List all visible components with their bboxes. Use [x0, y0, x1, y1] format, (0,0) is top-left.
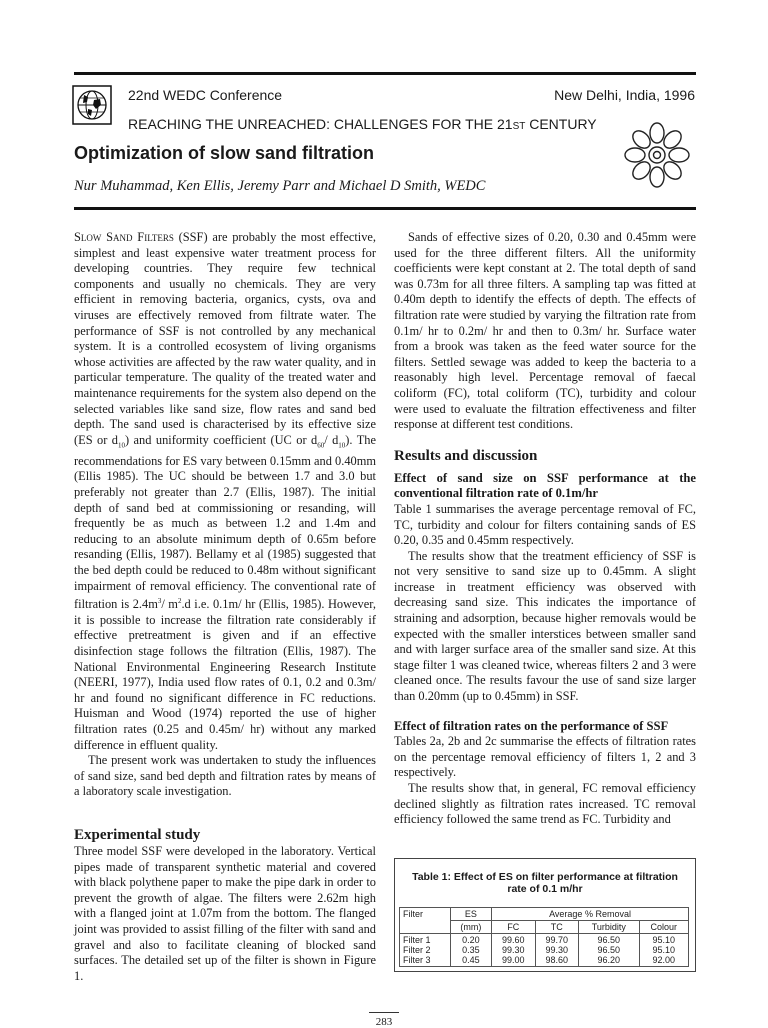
theme-text: REACHING THE UNREACHED: CHALLENGES FOR THE 21 [128, 116, 513, 132]
heading-sand-size-effect: Effect of sand size on SSF performance at the conventional filtration rate of 0.1m/hr [394, 470, 696, 501]
page-number: 283 [375, 1016, 393, 1028]
table1-col-group: Average % Removal [492, 908, 689, 921]
table1-col-filter: Filter [400, 908, 451, 934]
table1-col-es-unit: (mm) [450, 921, 491, 934]
intro-text-b: ) and uniformity coefficient (UC or d [124, 432, 318, 447]
table1-header-row [400, 908, 689, 921]
table1-cell-es: 0.20 [462, 935, 480, 945]
header-bottom-rule [74, 207, 696, 210]
table1-cell-filter: Filter 2 [403, 945, 431, 955]
heading-filtration-rate-effect: Effect of filtration rates on the performance of SSF [394, 718, 669, 733]
heading-results-discussion: Results and discussion [394, 447, 538, 464]
theme-tail: CENTURY [525, 116, 597, 132]
right-column [394, 230, 696, 828]
wedc-globe-logo [72, 85, 112, 125]
table1-cell-turbidity: 96.50 [597, 935, 621, 945]
table1-cell-turbidity: 96.50 [597, 945, 621, 955]
sands-paragraph: Sands of effective sizes of 0.20, 0.30 and 0.45mm were used for the three different filters. All the uniformity coefficients were kept constant at 2. The total depth of sand was 0.73m for all three filters. A sampling tap was fitted at 0.40m depth to identify the effects of depth. The effects of filtration rate were studied by varying the filtration rate from 0.1m/ hr to 0.2m/ hr and then to 0.3m/ hr. Surface water from a brook was taken as the feed water source for the filters. Settled sewage was added to keep the bacteria to a reasonably high level. Percentage removal of faecal coliform (FC), total coliform (TC), turbidity and colour were used to evaluate the filtration effectiveness and filter response at different test conditions. [394, 230, 696, 432]
table1-col-fc: FC [492, 921, 535, 934]
table1-cell-es: 0.35 [462, 945, 480, 955]
intro-sup-1: 3 [157, 597, 162, 606]
table1-cell-tc: 99.70 [545, 935, 568, 945]
intro-sub-3: 10 [338, 441, 346, 450]
table1-cell-filter: Filter 3 [403, 955, 431, 965]
heading-experimental-study: Experimental study [74, 826, 201, 843]
table1-cell-fc: 99.30 [502, 945, 525, 955]
footer-rule [369, 1012, 399, 1013]
table1 [399, 907, 689, 967]
intro-paragraph [74, 230, 376, 753]
table1-caption: Table 1: Effect of ES on filter performance at filtration rate of 0.1 m/hr [412, 871, 678, 895]
intro-sub-1: 10 [117, 441, 125, 450]
theme-superscript: ST [512, 121, 526, 132]
table1-cell-colour: 92.00 [652, 955, 676, 965]
filtration-rate-results-paragraph: The results show that, in general, FC removal efficiency declined slightly as filtration rates increased. TC removal efficiency followed the same trend as FC. Turbidity and [394, 781, 696, 827]
table1-col-turbidity: Turbidity [578, 921, 639, 934]
conference-theme [128, 116, 597, 132]
left-column [74, 230, 376, 984]
table1-cell-fc: 99.60 [502, 935, 525, 945]
authors: Nur Muhammad, Ken Ellis, Jeremy Parr and Michael D Smith, WEDC [74, 178, 486, 194]
table1-cell-turbidity: 96.20 [597, 955, 621, 965]
tables2-summary-paragraph: Tables 2a, 2b and 2c summarise the effects of filtration rates on the percentage removal efficiency of filters 1, 2 and 3 respectively. [394, 734, 696, 780]
table1-cell-fc: 99.00 [502, 955, 525, 965]
experimental-paragraph: Three model SSF were developed in the laboratory. Vertical pipes made of transparent synthetic material and covered with black polythene paper to make the pipe dark in order to prevent the growth of algae. The filters were 2.62m high with a flanged joint at 1.07m from the bottom. The flanged joint was provided to assist filling of the filter with sand and gravel and also to facilitate cleaning of blocked sand surfaces. The detailed set up of the filter is shown in Figure 1. [74, 843, 376, 983]
table1-cell-filter: Filter 1 [403, 935, 431, 945]
table1-cell-colour: 95.10 [652, 945, 676, 955]
table1-col-tc: TC [535, 921, 578, 934]
purpose-paragraph: The present work was undertaken to study the influences of sand size, sand bed depth and filtration rates by means of a laboratory scale investigation. [74, 753, 376, 799]
table1-cell-tc: 98.60 [545, 955, 568, 965]
header-top-rule [74, 72, 696, 75]
intro-text-a: (SSF) are probably the most effective, simplest and least expensive water treatment process for developing countries. They require few technical components and usually no chemicals. They are very efficient in removing bacteria, organics, cysts, ova and viruses are effectively removed from filtrate water. The performance of SSF is not controlled by any mechanical system. It is a controlled ecosystem of living organisms whose activities are affected by the raw water quality, and in particular temperature. The quality of the treated water and maintenance requirements for the system also depend on the selected variables like sand size, flow rates and sand bed depth. The sand used is characterised by its effective size (ES or d [74, 230, 377, 447]
table1-cell-colour: 95.10 [652, 935, 676, 945]
table1-summary-paragraph: Table 1 summarises the average percentage removal of FC, TC, turbidity and colour for filters containing sands of ES 0.20, 0.35 and 0.45mm respectively. [394, 501, 696, 548]
intro-text-f: .d i.e. 0.1m/ hr (Ellis, 1985). However, it is possible to increase the filtration rate considerably if effective pretreatment is given and if an effective disinfection stage follows the filtration (Ellis, 1987). The National Environmental Engineering Research Institute (NEERI, 1977), India used flow rates of 0.1, 0.2 and 0.3m/ hr and found no significant difference in FC reductions. Huisman and Wood (1974) reported the use of higher filtration rates (0.25 and 0.45m/ hr) without any marked difference in effluent quality. [74, 597, 376, 752]
table1-col-es: ES [450, 908, 491, 921]
table1-col-colour: Colour [639, 921, 688, 934]
intro-sub-2: 60 [317, 441, 325, 450]
intro-text-e: / m [161, 597, 178, 612]
intro-text-d: ). The recommendations for ES vary between 0.15mm and 0.40mm (Ellis 1985). The UC should be between 1.7 and 3.0 but preferably not greater than 2.7 (Ellis, 1987). The initial depth of sand bed at commissioning or resanding, will frequently be as much as between 1.2 and 1.4m and reducing to an absolute minimum depth of 0.65m before resanding (Ellis, 1987). Bellamy et al (1985) suggested that the bed depth could be reduced to 0.48m without significant impairment of removal efficiency. The conventional rate of filtration is 2.4m [74, 432, 376, 612]
table1-cell-tc: 99.30 [545, 945, 568, 955]
flower-logo [620, 118, 694, 192]
intro-lead: Slow Sand Filters [74, 230, 174, 244]
intro-text-c: / d [324, 432, 339, 447]
table1-data-row [400, 934, 689, 967]
table1-cell-es: 0.45 [462, 955, 480, 965]
conference-location: New Delhi, India, 1996 [554, 87, 695, 103]
page-title: Optimization of slow sand filtration [74, 143, 374, 163]
sand-size-results-paragraph: The results show that the treatment efficiency of SSF is not very sensitive to sand size up to 0.45mm. A slight increase in treatment efficiency was observed with decreasing sand size. This indicates the importance of straining and adsorption, because higher removals would be expected with the smaller interstices between smaller sand and with larger surface area of the smaller sand size. At this stage filter 1 was cleaned twice, whereas filters 2 and 3 were cleaned once. The results favour the use of sand size larger than 0.20mm (up to 0.45mm) in SSF. [394, 548, 696, 704]
table1-box [394, 858, 696, 972]
intro-sup-2: 2 [177, 597, 182, 606]
conference-name: 22nd WEDC Conference [128, 87, 283, 103]
